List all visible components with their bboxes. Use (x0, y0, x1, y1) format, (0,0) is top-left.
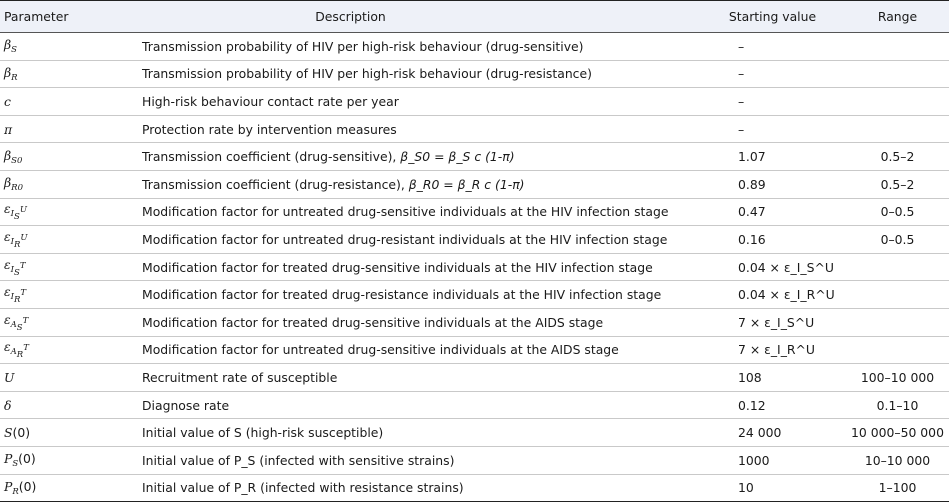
param-cell: $\varepsilon_{A_S^T}$ (0, 308, 142, 336)
table-row (0, 419, 949, 447)
range-cell: 100–10 000 (846, 364, 949, 392)
header-starting-value: Starting value (699, 1, 846, 33)
range-cell (846, 33, 949, 61)
param-suffix: (0) (18, 451, 36, 467)
description-cell (142, 336, 699, 364)
starting-value-cell: – (699, 88, 846, 116)
param-cell: $\beta_R$ (0, 60, 142, 88)
description-text: Recruitment rate of susceptible (142, 369, 338, 385)
description-text: Transmission coefficient (drug-resistance), (142, 176, 405, 192)
description-cell (142, 143, 699, 171)
range-cell (846, 115, 949, 143)
starting-value-cell: 0.89 (699, 170, 846, 198)
param-cell: $P_S(0)$ (0, 446, 142, 474)
description-text: Modification factor for untreated drug-sensitive individuals at the HIV infection stage (142, 204, 669, 220)
header-range: Range (846, 1, 949, 33)
starting-value-cell: 10 (699, 474, 846, 502)
description-text: Modification factor for untreated drug-resistant individuals at the HIV infection stage (142, 231, 668, 247)
range-cell: 10–10 000 (846, 446, 949, 474)
param-cell: S(0) (0, 419, 142, 447)
range-cell (846, 88, 949, 116)
starting-value-cell: – (699, 60, 846, 88)
table-row (0, 308, 949, 336)
description-cell (142, 253, 699, 281)
starting-value-cell: 0.04 × ε_I_R^U (699, 281, 846, 309)
table-row (0, 33, 949, 61)
table-body (0, 33, 949, 502)
table-row (0, 446, 949, 474)
description-formula: β_R0 = β_R c (1-π) (404, 176, 525, 192)
header-parameter: Parameter (0, 1, 142, 33)
starting-value-cell: 1000 (699, 446, 846, 474)
table-row (0, 60, 949, 88)
param-cell: $\varepsilon_{A_R^T}$ (0, 336, 142, 364)
table-row (0, 143, 949, 171)
description-text: Initial value of S (high-risk susceptible) (142, 425, 384, 441)
range-cell: 1–100 (846, 474, 949, 502)
param-cell: $\beta_S$ (0, 33, 142, 61)
description-cell (142, 391, 699, 419)
param-cell: π (0, 115, 142, 143)
range-cell: 0–0.5 (846, 198, 949, 226)
starting-value-cell: 0.47 (699, 198, 846, 226)
range-cell: 10 000–50 000 (846, 419, 949, 447)
param-cell: $\varepsilon_{I_R^U}$ (0, 226, 142, 254)
description-cell (142, 33, 699, 61)
description-cell (142, 364, 699, 392)
range-cell (846, 281, 949, 309)
description-text: Modification factor for treated drug-sensitive individuals at the HIV infection stage (142, 259, 653, 275)
description-formula: β_S0 = β_S c (1-π) (396, 149, 515, 165)
table-row (0, 226, 949, 254)
table-row (0, 198, 949, 226)
range-cell (846, 336, 949, 364)
description-text: Transmission probability of HIV per high-risk behaviour (drug-sensitive) (142, 38, 584, 54)
table-row (0, 170, 949, 198)
table-row (0, 253, 949, 281)
table-row (0, 391, 949, 419)
starting-value-cell: 7 × ε_I_R^U (699, 336, 846, 364)
description-text: Modification factor for treated drug-sensitive individuals at the AIDS stage (142, 314, 604, 330)
header-row (0, 1, 949, 33)
description-text: Protection rate by intervention measures (142, 121, 397, 137)
param-cell: $\beta_{S0}$ (0, 143, 142, 171)
description-text: Transmission coefficient (drug-sensitive), (142, 149, 397, 165)
description-cell (142, 281, 699, 309)
starting-value-cell: 0.16 (699, 226, 846, 254)
starting-value-cell: 108 (699, 364, 846, 392)
range-cell (846, 253, 949, 281)
table-row (0, 336, 949, 364)
description-text: Modification factor for untreated drug-sensitive individuals at the AIDS stage (142, 342, 619, 358)
description-text: Initial value of P_R (infected with resistance strains) (142, 480, 464, 496)
description-cell (142, 474, 699, 502)
param-cell: $\varepsilon_{I_R^T}$ (0, 281, 142, 309)
description-text: High-risk behaviour contact rate per year (142, 93, 399, 109)
description-cell (142, 308, 699, 336)
param-cell: $\varepsilon_{I_S^U}$ (0, 198, 142, 226)
table-row (0, 474, 949, 502)
range-cell: 0–0.5 (846, 226, 949, 254)
range-cell: 0.1–10 (846, 391, 949, 419)
description-text: Modification factor for treated drug-resistance individuals at the HIV infection stage (142, 287, 662, 303)
table-row (0, 281, 949, 309)
param-suffix: (0) (12, 425, 31, 441)
param-cell: $\varepsilon_{I_S^T}$ (0, 253, 142, 281)
table-row (0, 364, 949, 392)
range-cell (846, 60, 949, 88)
starting-value-cell: 0.04 × ε_I_S^U (699, 253, 846, 281)
description-cell (142, 446, 699, 474)
starting-value-cell: – (699, 115, 846, 143)
range-cell: 0.5–2 (846, 143, 949, 171)
range-cell (846, 308, 949, 336)
description-text: Diagnose rate (142, 397, 230, 413)
range-cell: 0.5–2 (846, 170, 949, 198)
param-cell: $\beta_{R0}$ (0, 170, 142, 198)
table-row (0, 88, 949, 116)
description-cell (142, 419, 699, 447)
description-cell (142, 226, 699, 254)
description-text: Initial value of P_S (infected with sensitive strains) (142, 452, 455, 468)
param-cell: c (0, 88, 142, 116)
starting-value-cell: 1.07 (699, 143, 846, 171)
description-cell (142, 88, 699, 116)
description-cell (142, 198, 699, 226)
param-cell: $P_R(0)$ (0, 474, 142, 502)
param-cell: δ (0, 391, 142, 419)
table-row (0, 115, 949, 143)
starting-value-cell: 7 × ε_I_S^U (699, 308, 846, 336)
description-cell (142, 60, 699, 88)
description-cell (142, 170, 699, 198)
description-cell (142, 115, 699, 143)
header-description: Description (142, 1, 699, 33)
param-cell: U (0, 364, 142, 392)
description-text: Transmission probability of HIV per high-risk behaviour (drug-resistance) (142, 66, 592, 82)
starting-value-cell: 0.12 (699, 391, 846, 419)
param-suffix: (0) (18, 478, 37, 494)
starting-value-cell: 24 000 (699, 419, 846, 447)
starting-value-cell: – (699, 33, 846, 61)
